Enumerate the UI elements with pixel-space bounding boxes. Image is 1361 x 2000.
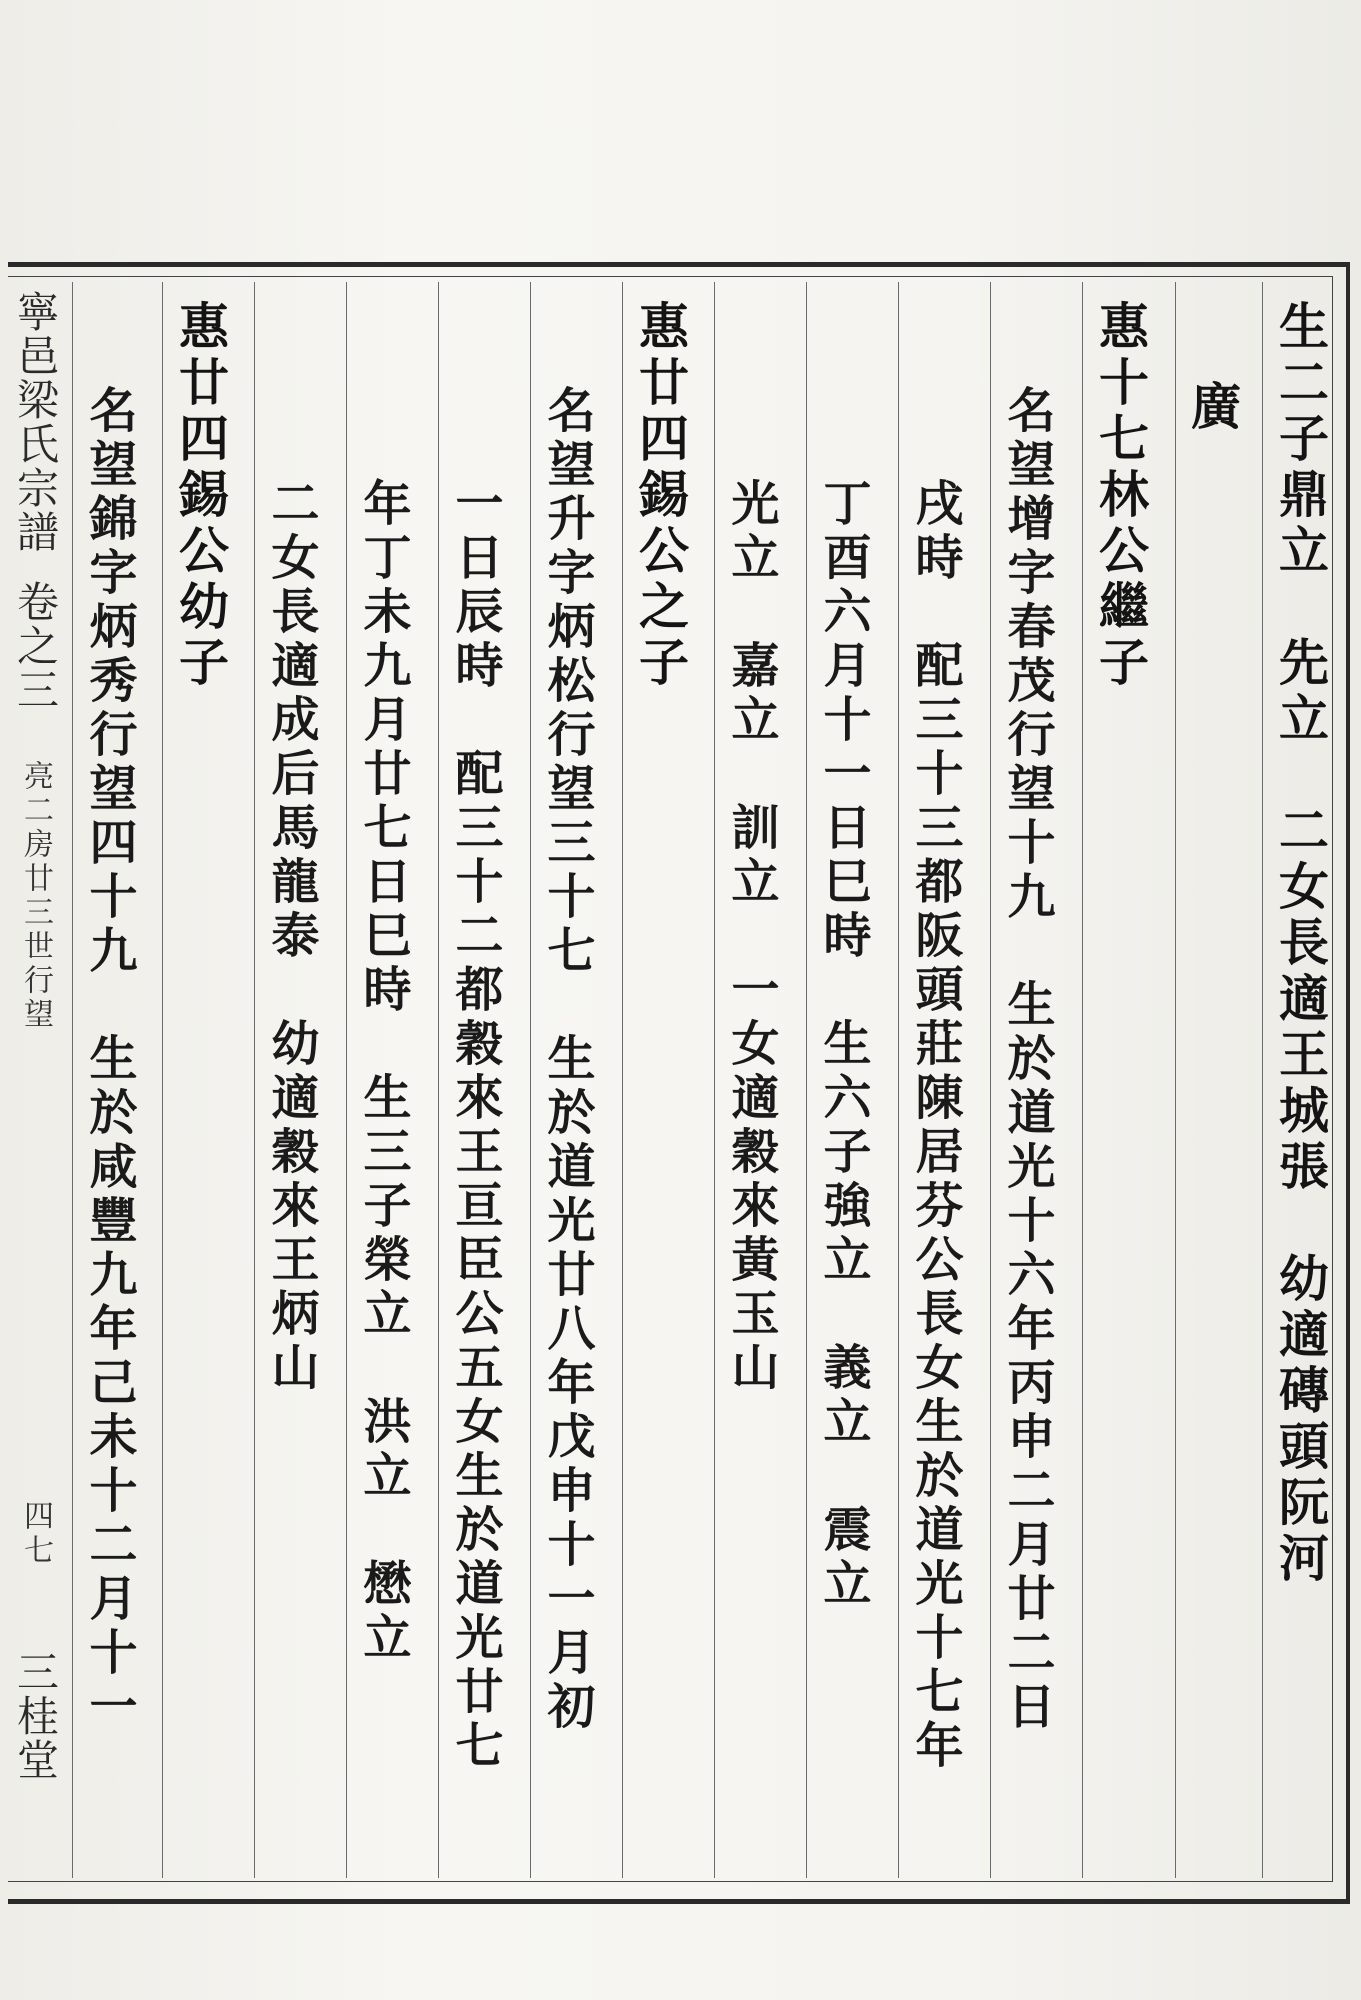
text-column: 廣 <box>1183 380 1242 436</box>
text-column: 二女長適成后馬龍泰 幼適穀來王炳山 <box>263 478 319 1396</box>
text-column: 丁酉六月十一日巳時 生六子強立 義立 震立 <box>815 478 871 1612</box>
text-column: 生二子鼎立 先立 二女長適王城張 幼適磚頭阮河 <box>1271 300 1330 1588</box>
volume-label: 卷之三 <box>11 580 60 712</box>
column-rule <box>162 282 163 1878</box>
column-rule <box>72 282 73 1878</box>
text-column: 名望錦字炳秀行望四十九 生於咸豐九年己未十二月十一 <box>81 385 137 1735</box>
column-rule <box>1082 282 1083 1878</box>
text-column: 名望增字春茂行望十九 生於道光十六年丙申二月廿二日 <box>999 385 1055 1735</box>
section-label: 亮二房廿三世行望 <box>18 760 53 1032</box>
column-rule <box>898 282 899 1878</box>
text-column: 年丁未九月廿七日巳時 生三子榮立 洪立 懋立 <box>355 478 411 1666</box>
text-column: 名望升字炳松行望三十七 生於道光廿八年戊申十一月初 <box>539 385 595 1735</box>
text-column: 惠廿四錫公幼子 <box>171 300 230 692</box>
text-column: 光立 嘉立 訓立 一女適穀來黃玉山 <box>723 478 779 1396</box>
hall-name: 三桂堂 <box>11 1650 60 1782</box>
column-rule <box>990 282 991 1878</box>
text-column: 戌時 配三十三都阪頭莊陳居芬公長女生於道光十七年 <box>907 478 963 1774</box>
column-rule <box>1262 282 1263 1878</box>
text-column: 惠十七林公繼子 <box>1091 300 1150 692</box>
page-number: 四七 <box>18 1500 53 1568</box>
text-column: 一日辰時 配三十二都穀來王亘臣公五女生於道光廿七 <box>447 478 503 1774</box>
text-column: 惠廿四錫公之子 <box>631 300 690 692</box>
book-title: 寧邑梁氏宗譜 <box>11 290 60 554</box>
column-rule <box>254 282 255 1878</box>
column-rule <box>1175 282 1176 1878</box>
column-rule <box>530 282 531 1878</box>
column-rule <box>622 282 623 1878</box>
column-rule <box>438 282 439 1878</box>
column-rule <box>346 282 347 1878</box>
column-rule <box>806 282 807 1878</box>
column-rule <box>714 282 715 1878</box>
